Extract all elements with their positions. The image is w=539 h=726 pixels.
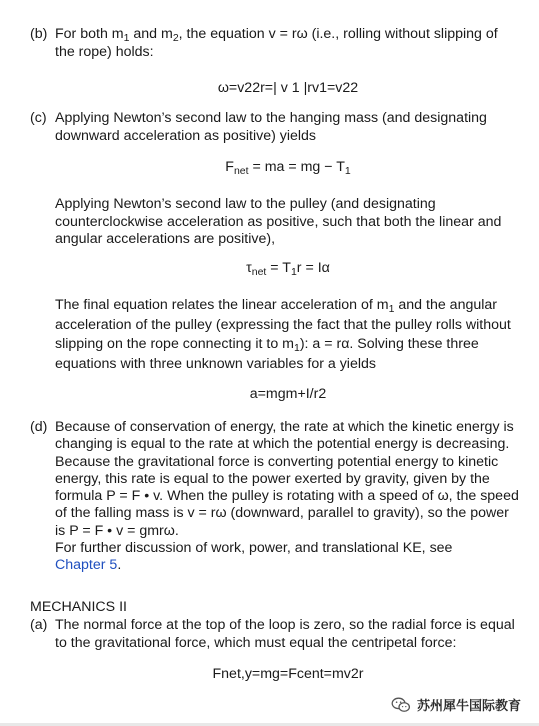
part-c-intro: Applying Newton’s second law to the hanging mass (and designating downward acceleration as positive) yields [55, 110, 487, 144]
part-d-label: (d) [30, 419, 48, 435]
watermark [391, 697, 521, 715]
mechanics-ii-equation: Fnet,y=mg=Fcent=mv2r [212, 666, 364, 682]
part-b-text-3: , the equation v = rω (i.e., rolling without slipping of the rope) holds: [55, 26, 498, 60]
part-c-eq1-row [30, 159, 521, 177]
part-d [30, 419, 521, 575]
mechanics-ii-eq-row [30, 666, 521, 684]
section-heading: MECHANICS II [30, 599, 127, 615]
part-c-final-text [55, 296, 521, 374]
chapter-5-link[interactable]: Chapter 5 [55, 557, 118, 574]
part-d-period: . [117, 557, 122, 574]
part-b-label: (b) [30, 26, 48, 42]
part-c-final [30, 296, 521, 374]
part-b-text-1: For both m [55, 26, 124, 42]
part-b-text [55, 26, 521, 61]
eq2-c: r = Iα [296, 260, 330, 276]
part-d-further [55, 540, 521, 575]
part-c-eq2-row [30, 260, 521, 278]
eq1-sub: net [233, 165, 249, 177]
mechanics-ii-a-label: (a) [30, 617, 48, 633]
eq2-sub: net [251, 266, 267, 278]
part-b-sub-1: 1 [123, 32, 130, 44]
eq1-a: F [225, 159, 234, 175]
final-1: The final equation relates the linear acceleration of m [55, 297, 389, 313]
eq1-b: = ma = mg − T [248, 159, 345, 175]
part-c-equation-1 [55, 159, 521, 177]
eq2-sub2: 1 [290, 266, 297, 278]
watermark-text: 苏州犀牛国际教育 [416, 697, 521, 713]
part-c-label: (c) [30, 110, 47, 126]
part-d-further-text: For further discussion of work, power, and translational KE, see [55, 540, 453, 557]
part-c-pulley-text: Applying Newton’s second law to the pulley (and designating counterclockwise acceleration as positive, such that both the linear and angular accelerations are positive), [55, 196, 502, 247]
eq1-sub2: 1 [344, 165, 351, 177]
part-c-equation-3: a=mgm+I/r2 [249, 386, 327, 402]
part-c-pulley [30, 196, 521, 249]
eq2-a: τ [246, 260, 252, 276]
mechanics-ii-a-text: The normal force at the top of the loop is zero, so the radial force is equal to the gravitational force, which must equal the centripetal force: [55, 617, 515, 651]
part-b [30, 26, 521, 61]
eq2-b: = T [266, 260, 291, 276]
part-c-eq3-row [30, 386, 521, 404]
final-2: and the angular acceleration of the pulley (expressing the fact that the pulley rolls without slipping on the rope connecting it to m [55, 297, 511, 352]
wechat-icon [391, 697, 411, 713]
part-d-text: Because of conservation of energy, the rate at which the kinetic energy is changing is equal to the rate at which the potential energy is decreasing. Because the gravitational force is converting potential energy to kinetic energy, this rate is equal to the power exerted by gravity, given by the formula P = F • v. When the pulley is rotating with a speed of ω, the speed of the falling mass is v = rω (downward, parallel to gravity), so the power is P = F • v = gmrω. [55, 419, 519, 539]
mechanics-ii-part-a [30, 617, 521, 652]
final-sub-2: 1 [293, 342, 300, 354]
final-sub-1: 1 [388, 303, 395, 315]
part-b-sub-2: 2 [172, 32, 179, 44]
part-b-equation: ω=v22r=| v 1 |rv1=v22 [217, 80, 359, 96]
part-b-equation-row [30, 80, 521, 98]
part-b-text-2: and m [129, 26, 173, 42]
part-c-equation-2 [55, 260, 521, 278]
final-3: ): a = rα. Solving these three equations with three unknown variables for a yields [55, 336, 479, 372]
part-c [30, 110, 521, 145]
